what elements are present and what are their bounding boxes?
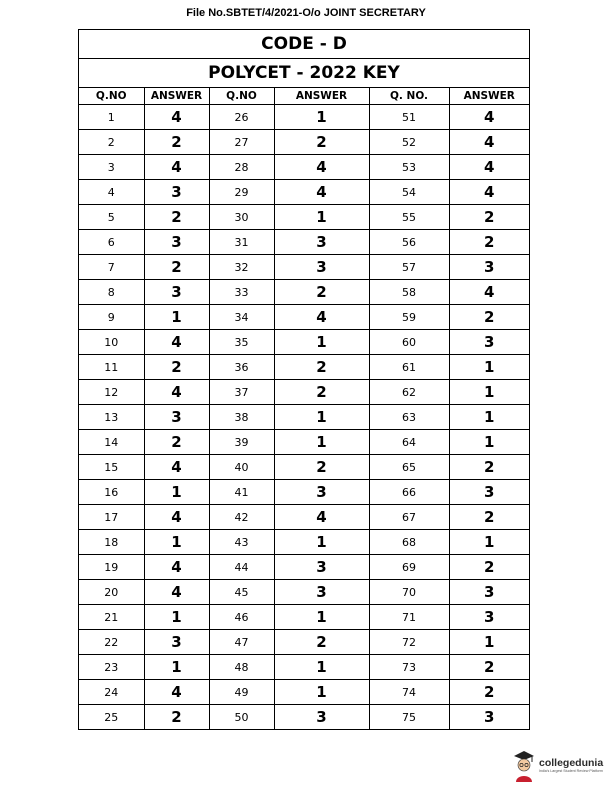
question-number-cell: 72 xyxy=(369,630,449,655)
answer-cell: 4 xyxy=(449,105,529,130)
answer-cell: 3 xyxy=(449,255,529,280)
question-number-cell: 11 xyxy=(79,355,144,380)
question-number-cell: 20 xyxy=(79,580,144,605)
question-number-cell: 52 xyxy=(369,130,449,155)
table-row xyxy=(79,105,529,130)
question-number-cell: 71 xyxy=(369,605,449,630)
answer-cell: 3 xyxy=(144,230,209,255)
answer-cell: 2 xyxy=(449,505,529,530)
answer-cell: 1 xyxy=(449,405,529,430)
question-number-cell: 22 xyxy=(79,630,144,655)
question-number-cell: 17 xyxy=(79,505,144,530)
table-header-row xyxy=(79,88,529,105)
answer-cell: 2 xyxy=(144,430,209,455)
question-number-cell: 6 xyxy=(79,230,144,255)
table-row xyxy=(79,280,529,305)
answer-cell: 3 xyxy=(484,708,495,726)
table-row xyxy=(79,505,529,530)
question-number-cell: 25 xyxy=(79,705,144,730)
answer-cell: 2 xyxy=(449,230,529,255)
question-number-cell: 42 xyxy=(209,505,274,530)
answer-cell: 4 xyxy=(144,680,209,705)
question-number-cell: 28 xyxy=(209,155,274,180)
answer-cell: 3 xyxy=(274,480,369,505)
question-number-cell: 66 xyxy=(369,480,449,505)
answer-cell: 3 xyxy=(449,605,529,630)
collegedunia-watermark xyxy=(512,744,612,788)
question-number-cell: 36 xyxy=(209,355,274,380)
student-mascot-icon xyxy=(512,749,536,783)
answer-cell: 1 xyxy=(274,430,369,455)
answer-cell: 4 xyxy=(274,180,369,205)
answer-cell: 2 xyxy=(144,130,209,155)
table-row xyxy=(79,480,529,505)
question-number-cell: 50 xyxy=(209,705,274,730)
table-row xyxy=(79,330,529,355)
table-row xyxy=(79,230,529,255)
header-answer-2: ANSWER xyxy=(274,88,369,105)
answer-cell: 2 xyxy=(144,205,209,230)
table-row xyxy=(79,655,529,680)
answer-cell: 1 xyxy=(274,105,369,130)
question-number-cell: 12 xyxy=(79,380,144,405)
table-row xyxy=(79,130,529,155)
header-answer-1: ANSWER xyxy=(144,88,209,105)
answer-cell: 1 xyxy=(274,330,369,355)
question-number-cell: 61 xyxy=(369,355,449,380)
question-number-cell: 46 xyxy=(209,605,274,630)
answer-cell: 4 xyxy=(144,380,209,405)
question-number-cell: 40 xyxy=(209,455,274,480)
answer-key-sheet xyxy=(78,29,530,730)
question-number-cell: 10 xyxy=(79,330,144,355)
file-number: File No.SBTET/4/2021-O/o JOINT SECRETARY xyxy=(186,7,426,19)
answer-cell: 1 xyxy=(274,680,369,705)
answer-key-table xyxy=(79,88,529,729)
question-number-cell: 13 xyxy=(79,405,144,430)
question-number-cell: 60 xyxy=(369,330,449,355)
answer-cell: 2 xyxy=(449,305,529,330)
header-qno-2: Q.NO xyxy=(209,88,274,105)
question-number-cell: 41 xyxy=(209,480,274,505)
answer-cell: 1 xyxy=(274,530,369,555)
table-row xyxy=(79,305,529,330)
table-row xyxy=(79,180,529,205)
question-number-cell: 56 xyxy=(369,230,449,255)
question-number-cell: 44 xyxy=(209,555,274,580)
question-number-cell: 16 xyxy=(79,480,144,505)
question-number-cell: 48 xyxy=(209,655,274,680)
question-number-cell: 49 xyxy=(209,680,274,705)
answer-cell: 4 xyxy=(449,180,529,205)
answer-cell: 4 xyxy=(449,130,529,155)
answer-cell: 2 xyxy=(274,380,369,405)
question-number-cell: 64 xyxy=(369,430,449,455)
table-row xyxy=(79,530,529,555)
question-number-cell: 53 xyxy=(369,155,449,180)
answer-cell: 3 xyxy=(449,330,529,355)
question-number-cell: 29 xyxy=(209,180,274,205)
table-row xyxy=(79,705,529,730)
answer-cell: 2 xyxy=(449,205,529,230)
question-number-cell: 59 xyxy=(369,305,449,330)
answer-cell: 2 xyxy=(449,680,529,705)
question-number-cell: 33 xyxy=(209,280,274,305)
answer-cell: 3 xyxy=(144,405,209,430)
answer-cell: 2 xyxy=(274,355,369,380)
exam-title: POLYCET - 2022 KEY xyxy=(79,59,529,88)
question-number-cell: 67 xyxy=(369,505,449,530)
question-number-cell: 35 xyxy=(209,330,274,355)
question-number-cell: 5 xyxy=(79,205,144,230)
answer-cell: 3 xyxy=(274,555,369,580)
question-number-cell: 37 xyxy=(209,380,274,405)
answer-cell: 4 xyxy=(144,105,209,130)
answer-cell: 1 xyxy=(274,605,369,630)
table-row xyxy=(79,380,529,405)
question-number-cell: 43 xyxy=(209,530,274,555)
answer-cell: 4 xyxy=(144,505,209,530)
answer-cell: 1 xyxy=(144,480,209,505)
answer-cell: 3 xyxy=(274,255,369,280)
question-number-cell: 68 xyxy=(369,530,449,555)
question-number-cell: 45 xyxy=(209,580,274,605)
question-number-cell: 75 xyxy=(369,705,449,730)
question-number-cell: 4 xyxy=(79,180,144,205)
answer-cell: 2 xyxy=(144,705,209,730)
answer-cell: 3 xyxy=(449,480,529,505)
answer-cell: 2 xyxy=(449,555,529,580)
answer-cell: 3 xyxy=(144,630,209,655)
answer-cell: 4 xyxy=(144,155,209,180)
answer-cell: 3 xyxy=(274,705,369,730)
answer-cell: 1 xyxy=(144,655,209,680)
answer-cell: 4 xyxy=(144,555,209,580)
answer-cell: 2 xyxy=(274,280,369,305)
question-number-cell: 73 xyxy=(369,655,449,680)
header-qno-1: Q.NO xyxy=(79,88,144,105)
question-number-cell: 15 xyxy=(79,455,144,480)
question-number-cell: 38 xyxy=(209,405,274,430)
watermark-tagline: India's Largest Student Review Platform xyxy=(539,769,603,774)
answer-cell: 4 xyxy=(274,505,369,530)
question-number-cell: 31 xyxy=(209,230,274,255)
answer-cell: 4 xyxy=(144,580,209,605)
answer-cell: 4 xyxy=(449,280,529,305)
question-number-cell: 27 xyxy=(209,130,274,155)
question-number-cell: 69 xyxy=(369,555,449,580)
code-title: CODE - D xyxy=(79,30,529,59)
question-number-cell: 26 xyxy=(209,105,274,130)
header-qno-3: Q. NO. xyxy=(369,88,449,105)
question-number-cell: 39 xyxy=(209,430,274,455)
answer-cell: 4 xyxy=(449,155,529,180)
question-number-cell: 9 xyxy=(79,305,144,330)
answer-cell: 3 xyxy=(274,580,369,605)
table-row xyxy=(79,405,529,430)
question-number-cell: 2 xyxy=(79,130,144,155)
answer-cell: 4 xyxy=(144,455,209,480)
table-row xyxy=(79,430,529,455)
answer-cell: 3 xyxy=(144,180,209,205)
answer-cell: 2 xyxy=(449,455,529,480)
table-row xyxy=(79,580,529,605)
question-number-cell: 8 xyxy=(79,280,144,305)
answer-cell: 2 xyxy=(449,655,529,680)
table-row xyxy=(79,455,529,480)
answer-cell: 1 xyxy=(274,205,369,230)
table-row xyxy=(79,205,529,230)
question-number-cell: 30 xyxy=(209,205,274,230)
answer-cell: 1 xyxy=(144,530,209,555)
question-number-cell: 21 xyxy=(79,605,144,630)
answer-cell: 1 xyxy=(449,630,529,655)
question-number-cell: 63 xyxy=(369,405,449,430)
question-number-cell: 51 xyxy=(369,105,449,130)
answer-cell: 2 xyxy=(144,255,209,280)
watermark-brand: collegedunia xyxy=(539,756,604,769)
question-number-cell: 62 xyxy=(369,380,449,405)
table-row xyxy=(79,555,529,580)
table-row xyxy=(79,255,529,280)
answer-key-body xyxy=(79,105,529,730)
answer-cell: 2 xyxy=(144,355,209,380)
answer-cell: 3 xyxy=(144,280,209,305)
question-number-cell: 58 xyxy=(369,280,449,305)
question-number-cell: 54 xyxy=(369,180,449,205)
question-number-cell: 1 xyxy=(79,105,144,130)
answer-cell: 1 xyxy=(449,530,529,555)
table-row xyxy=(79,630,529,655)
header-answer-3: ANSWER xyxy=(449,88,529,105)
question-number-cell: 55 xyxy=(369,205,449,230)
question-number-cell: 3 xyxy=(79,155,144,180)
answer-cell: 2 xyxy=(274,455,369,480)
answer-cell: 4 xyxy=(274,305,369,330)
answer-cell: 2 xyxy=(274,630,369,655)
answer-cell: 1 xyxy=(449,430,529,455)
answer-cell: 1 xyxy=(274,405,369,430)
question-number-cell: 65 xyxy=(369,455,449,480)
answer-cell: 4 xyxy=(144,330,209,355)
answer-cell: 1 xyxy=(144,305,209,330)
answer-cell: 4 xyxy=(274,155,369,180)
table-row xyxy=(79,355,529,380)
question-number-cell: 74 xyxy=(369,680,449,705)
question-number-cell: 18 xyxy=(79,530,144,555)
answer-cell: 1 xyxy=(144,605,209,630)
question-number-cell: 70 xyxy=(369,580,449,605)
question-number-cell: 19 xyxy=(79,555,144,580)
table-row xyxy=(79,155,529,180)
answer-cell: 1 xyxy=(274,655,369,680)
question-number-cell: 24 xyxy=(79,680,144,705)
question-number-cell: 34 xyxy=(209,305,274,330)
answer-cell: 1 xyxy=(449,380,529,405)
question-number-cell: 23 xyxy=(79,655,144,680)
question-number-cell: 14 xyxy=(79,430,144,455)
question-number-cell: 7 xyxy=(79,255,144,280)
answer-cell: 3 xyxy=(449,580,529,605)
answer-cell: 2 xyxy=(274,130,369,155)
question-number-cell: 32 xyxy=(209,255,274,280)
table-row xyxy=(79,605,529,630)
table-row xyxy=(79,680,529,705)
answer-cell: 1 xyxy=(449,355,529,380)
question-number-cell: 47 xyxy=(209,630,274,655)
answer-cell: 3 xyxy=(274,230,369,255)
question-number-cell: 57 xyxy=(369,255,449,280)
